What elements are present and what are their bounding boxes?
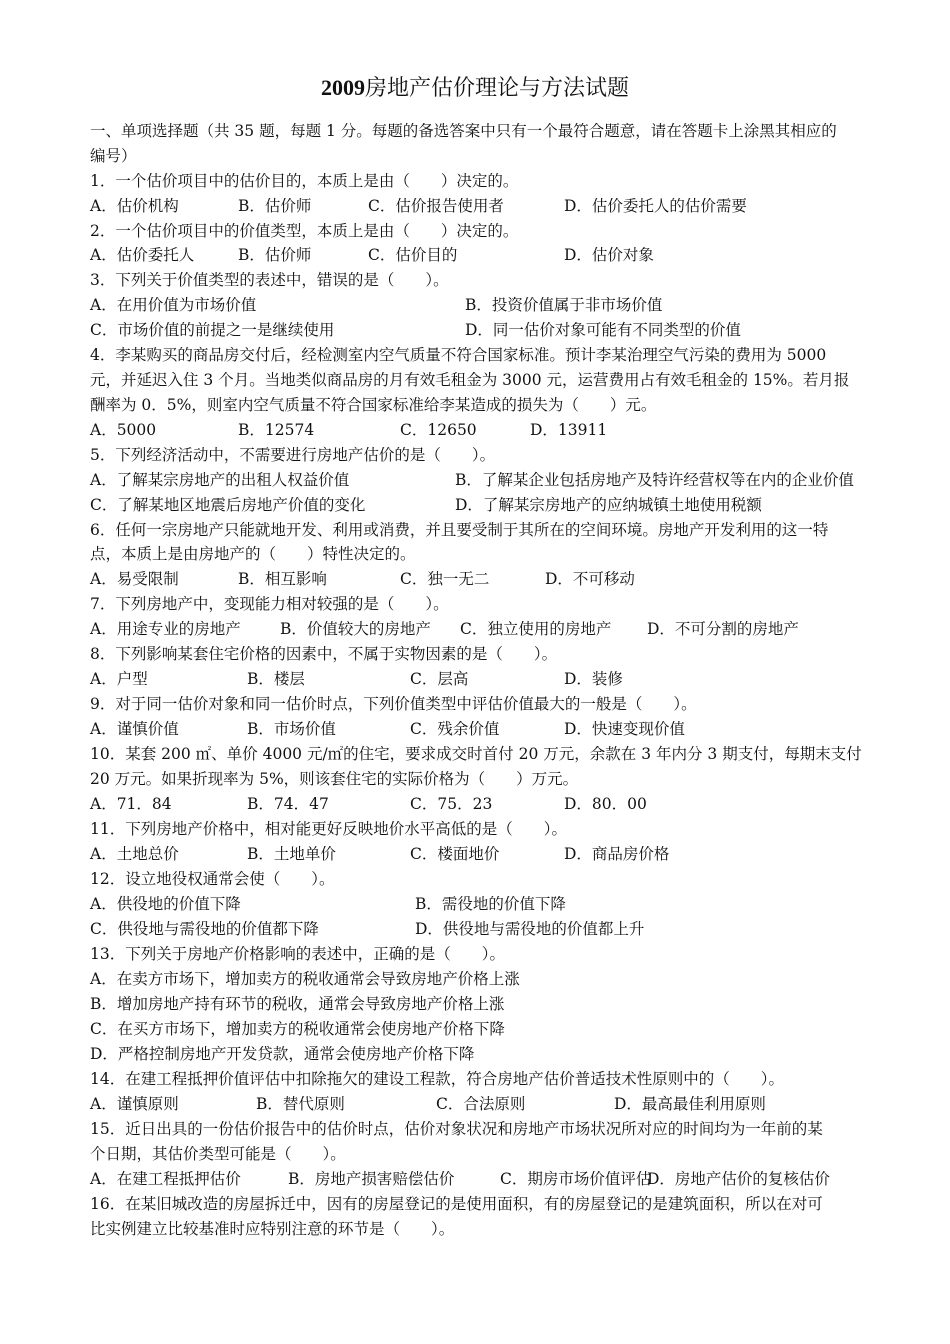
text-line: 比实例建立比较基准时应特别注意的环节是（ ）。 [90,1220,455,1238]
answer-option: D．快速变现价值 [564,720,685,738]
answer-option: B．需役地的价值下降 [415,895,566,913]
answer-option: A．估价机构 [90,197,179,215]
text-line: 5．下列经济活动中，不需要进行房地产估价的是（ ）。 [90,446,496,464]
answer-option: D．房地产估价的复核估价 [647,1170,830,1188]
text-line: 11．下列房地产价格中，相对能更好反映地价水平高低的是（ ）。 [90,820,567,838]
text-line: 9．对于同一估价对象和同一估价时点，下列价值类型中评估价值最大的一般是（ ）。 [90,695,697,713]
title-text: 房地产估价理论与方法试题 [364,76,629,101]
text-line: C．在买方市场下，增加卖方的税收通常会使房地产价格下降 [90,1020,505,1038]
text-line: 酬率为 0．5%，则室内空气质量不符合国家标准给李某造成的损失为（ ）元。 [90,396,657,414]
answer-option: A．5000 [90,421,157,439]
answer-option: D．最高最佳利用原则 [614,1095,766,1113]
text-line: B．增加房地产持有环节的税收，通常会导致房地产价格上涨 [90,995,505,1013]
text-line: 编号） [90,147,137,165]
answer-option: B．土地单价 [247,845,336,863]
answer-option: C．供役地与需役地的价值都下降 [90,920,319,938]
title-year: 2009 [320,75,365,100]
answer-option: D．了解某宗房地产的应纳城镇土地使用税额 [455,496,762,514]
answer-option: D．13911 [530,421,608,439]
answer-option: A．供役地的价值下降 [90,895,241,913]
answer-option: C．合法原则 [436,1095,526,1113]
answer-option: C．期房市场价值评估 [500,1170,652,1188]
answer-option: C．残余价值 [410,720,500,738]
answer-option: B．楼层 [247,670,305,688]
answer-option: C．估价目的 [368,246,458,264]
answer-option: B．市场价值 [247,720,336,738]
answer-option: D．商品房价格 [564,845,670,863]
answer-option: A．谨慎原则 [90,1095,179,1113]
text-line: 15．近日出具的一份估价报告中的估价时点，估价对象状况和房地产市场状况所对应的时间均为一年前的某 [90,1120,823,1138]
text-line: 一、单项选择题（共 35 题，每题 1 分。每题的备选答案中只有一个最符合题意，请在答题卡上涂黑其相应的 [90,122,837,140]
answer-option: A．估价委托人 [90,246,195,264]
answer-option: D．供役地与需役地的价值都上升 [415,920,645,938]
answer-option: C．独一无二 [400,570,490,588]
text-line: 6．任何一宗房地产只能就地开发、利用或消费，并且要受制于其所在的空间环境。房地产开发利用的这一特 [90,521,829,539]
text-line: D．严格控制房地产开发贷款，通常会使房地产价格下降 [90,1045,475,1063]
answer-option: A．土地总价 [90,845,179,863]
answer-option: C．层高 [410,670,469,688]
answer-option: D．装修 [564,670,623,688]
text-line: 13．下列关于房地产价格影响的表述中，正确的是（ ）。 [90,945,505,963]
text-line: 16．在某旧城改造的房屋拆迁中，因有的房屋登记的是使用面积，有的房屋登记的是建筑面积，所以在对可 [90,1195,823,1213]
answer-option: A．在建工程抵押估价 [90,1170,241,1188]
answer-option: B．12574 [238,421,315,439]
answer-option: B．房地产损害赔偿估价 [288,1170,455,1188]
text-line: 个日期，其估价类型可能是（ ）。 [90,1145,346,1163]
text-line: 4．李某购买的商品房交付后，经检测室内空气质量不符合国家标准。预计李某治理空气污染的费用为 5000 [90,346,827,364]
answer-option: D．估价委托人的估价需要 [564,197,747,215]
text-line: 14．在建工程抵押价值评估中扣除拖欠的建设工程款，符合房地产估价普适技术性原则中的（ ）。 [90,1070,784,1088]
answer-option: A．用途专业的房地产 [90,620,241,638]
answer-option: B．了解某企业包括房地产及特许经营权等在内的企业价值 [455,471,854,489]
answer-option: C．了解某地区地震后房地产价值的变化 [90,496,366,514]
text-line: 1．一个估价项目中的估价目的，本质上是由（ ）决定的。 [90,172,519,190]
answer-option: C．独立使用的房地产 [460,620,612,638]
answer-option: A．在用价值为市场价值 [90,296,257,314]
text-line: 点，本质上是由房地产的（ ）特性决定的。 [90,545,416,563]
answer-option: B．替代原则 [256,1095,345,1113]
answer-option: B．投资价值属于非市场价值 [465,296,663,314]
answer-option: A．了解某宗房地产的出租人权益价值 [90,471,350,489]
answer-option: C．估价报告使用者 [368,197,504,215]
text-line: 20 万元。如果折现率为 5%，则该套住宅的实际价格为（ ）万元。 [90,770,579,788]
answer-option: C．市场价值的前提之一是继续使用 [90,321,335,339]
text-line: 12．设立地役权通常会使（ ）。 [90,870,335,888]
answer-option: A．易受限制 [90,570,179,588]
text-line: A．在卖方市场下，增加卖方的税收通常会导致房地产价格上涨 [90,970,520,988]
answer-option: B．74．47 [247,795,329,813]
text-line: 10．某套 200 ㎡、单价 4000 元/㎡的住宅，要求成交时首付 20 万元，余款在 3 年内分 3 期支付，每期末支付 [90,745,862,763]
text-line: 8．下列影响某套住宅价格的因素中，不属于实物因素的是（ ）。 [90,645,558,663]
text-line: 3．下列关于价值类型的表述中，错误的是（ ）。 [90,271,449,289]
answer-option: C．楼面地价 [410,845,500,863]
page-title [0,73,950,104]
text-line: 7．下列房地产中，变现能力相对较强的是（ ）。 [90,595,449,613]
answer-option: D．估价对象 [564,246,654,264]
text-line: 元，并延迟入住 3 个月。当地类似商品房的月有效毛租金为 3000 元，运营费用占有效毛租金的 15%。若月报 [90,371,850,389]
answer-option: A．谨慎价值 [90,720,179,738]
answer-option: B．价值较大的房地产 [280,620,431,638]
answer-option: B．估价师 [238,197,312,215]
answer-option: D．不可分割的房地产 [647,620,799,638]
answer-option: C．12650 [400,421,477,439]
answer-option: B．估价师 [238,246,312,264]
answer-option: A．71．84 [90,795,172,813]
answer-option: C．75．23 [410,795,493,813]
answer-option: A．户型 [90,670,148,688]
answer-option: D．80．00 [564,795,647,813]
answer-option: D．同一估价对象可能有不同类型的价值 [465,321,741,339]
text-line: 2．一个估价项目中的价值类型，本质上是由（ ）决定的。 [90,222,519,240]
answer-option: D．不可移动 [545,570,635,588]
answer-option: B．相互影响 [238,570,327,588]
